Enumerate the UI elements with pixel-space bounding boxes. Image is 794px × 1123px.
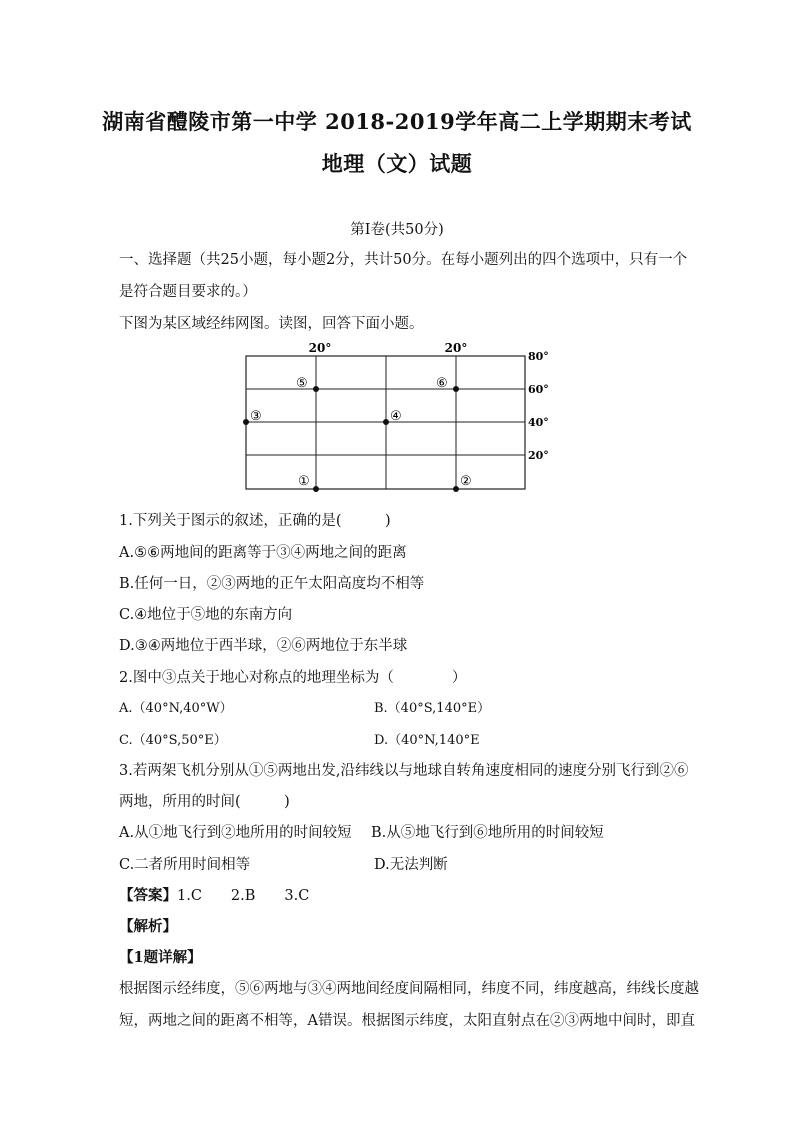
point-4-label: ④ (390, 409, 402, 424)
exam-title-line1: 湖南省醴陵市第一中学 2018-2019学年高二上学期期末考试 (102, 109, 692, 134)
point-2-label: ② (460, 474, 472, 489)
q3-option-d: D.无法判断 (374, 857, 448, 873)
q2-option-a: A.（40°N,40°W） (119, 701, 233, 716)
analysis-detail-label: 【1题详解】 (119, 949, 202, 966)
point-6-dot (453, 386, 459, 392)
q1-option-c: C.④地位于⑤地的东南方向 (119, 607, 293, 623)
lon-label: 20° (444, 341, 468, 355)
answer-values: 1.C 2.B 3.C (177, 888, 310, 904)
point-5-label: ⑤ (296, 376, 308, 391)
answer-label: 【答案】 (119, 887, 177, 904)
instructions-line2: 是符合题目要求的。） (119, 284, 257, 300)
q1-stem: 1.下列关于图示的叙述，正确的是( ) (119, 513, 391, 529)
q2-option-d: D.（40°N,140°E (374, 733, 480, 748)
q3-option-c: C.二者所用时间相等 (119, 857, 251, 873)
volume-heading: 第Ⅰ卷(共50分) (350, 222, 444, 238)
lon-label: 20° (308, 341, 332, 355)
point-4-dot (383, 419, 389, 425)
answer-line (119, 884, 309, 905)
q2-option-c: C.（40°S,50°E） (119, 733, 227, 748)
analysis-label: 【解析】 (119, 918, 177, 935)
point-6-label: ⑥ (436, 376, 448, 391)
analysis-text-line2: 短，两地之间的距离不相等，A错误。根据图示纬度，太阳直射点在②③两地中间时，即直 (119, 1013, 695, 1029)
q3-stem-line2: 两地，所用的时间( ) (119, 794, 290, 810)
q2-option-b: B.（40°S,140°E） (374, 701, 491, 716)
q1-option-d: D.③④两地位于西半球，②⑥两地位于东半球 (119, 638, 408, 654)
q1-option-b: B.任何一日，②③两地的正午太阳高度均不相等 (119, 576, 425, 592)
point-5-dot (313, 386, 319, 392)
q3-option-a: A.从①地飞行到②地所用的时间较短 (119, 825, 352, 841)
q3-stem-line1: 3.若两架飞机分别从①⑤两地出发,沿纬线以与地球自转角速度相同的速度分别飞行到②⑥ (119, 763, 689, 779)
point-3-label: ③ (250, 409, 262, 424)
latlon-grid-figure (230, 338, 570, 498)
lat-label: 20° (528, 449, 549, 462)
q3-option-b: B.从⑤地飞行到⑥地所用的时间较短 (371, 825, 604, 841)
lat-label: 60° (528, 383, 549, 396)
q1-option-a: A.⑤⑥两地间的距离等于③④两地之间的距离 (119, 545, 407, 561)
instructions-line1: 一、选择题（共25小题，每小题2分，共计50分。在每小题列出的四个选项中，只有一个 (119, 252, 688, 268)
point-2-dot (453, 486, 459, 492)
point-1-label: ① (298, 474, 310, 489)
point-3-dot (243, 419, 249, 425)
figure-intro: 下图为某区域经纬网图。读图，回答下面小题。 (119, 316, 424, 332)
lat-label: 80° (528, 350, 549, 363)
analysis-text-line1: 根据图示经纬度，⑤⑥两地与③④两地间经度间隔相同，纬度不同，纬度越高，纬线长度越 (119, 981, 699, 997)
point-1-dot (313, 486, 319, 492)
exam-title-line2: 地理（文）试题 (321, 151, 473, 176)
lat-label: 40° (528, 416, 549, 429)
q2-stem: 2.图中③点关于地心对称点的地理坐标为（ ） (119, 670, 467, 686)
